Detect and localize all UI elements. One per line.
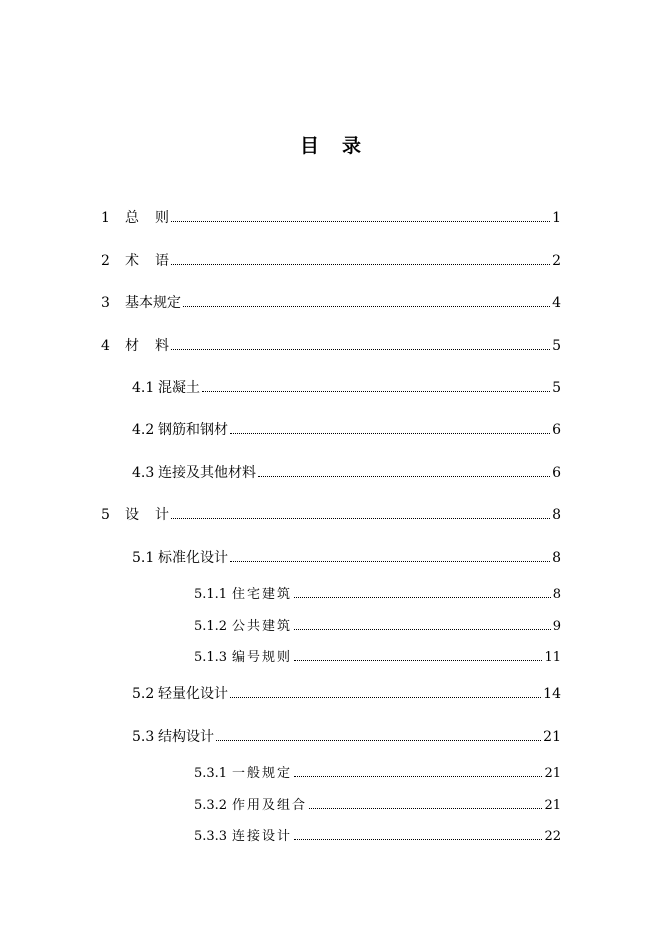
toc-entry-label: 作用及组合 [232, 798, 308, 813]
toc-entry-page: 21 [543, 729, 561, 745]
toc-entry-page: 21 [544, 766, 561, 781]
dot-leader [294, 776, 542, 777]
toc-entry-1[interactable] [101, 209, 561, 227]
toc-entry-label: 基本规定 [125, 295, 181, 311]
toc-entry-number: 5.3.2 [194, 798, 228, 813]
toc-entry-label: 术语 [125, 253, 185, 269]
toc-entry-5-1-3[interactable] [194, 649, 561, 667]
toc-entry-page: 8 [552, 507, 561, 523]
dot-leader [294, 629, 551, 630]
toc-entry-5-3-2[interactable] [194, 797, 561, 815]
toc-entry-number: 4.1 [132, 380, 155, 396]
toc-entry-number: 5.1.3 [194, 650, 228, 665]
toc-entry-label: 公共建筑 [232, 619, 293, 634]
dot-leader [294, 597, 551, 598]
dot-leader [230, 433, 550, 434]
dot-leader [171, 518, 550, 519]
toc-entry-number: 5.3.3 [194, 829, 228, 844]
dot-leader [216, 740, 541, 741]
toc-entry-page: 5 [552, 380, 561, 396]
toc-entry-number: 4.3 [132, 465, 155, 481]
toc-entry-4-1[interactable] [132, 379, 561, 397]
toc-entry-page: 6 [552, 422, 561, 438]
toc-entry-label: 轻量化设计 [158, 686, 228, 702]
toc-entry-5-3-1[interactable] [194, 765, 561, 783]
toc-entry-4[interactable] [101, 337, 561, 355]
toc-entry-page: 22 [544, 829, 561, 844]
toc-entry-page: 2 [552, 253, 561, 269]
dot-leader [230, 561, 550, 562]
toc-title-first-char: 目 [299, 135, 320, 157]
dot-leader [294, 839, 542, 840]
toc-entry-number: 4.2 [132, 422, 155, 438]
toc-entry-label: 标准化设计 [158, 550, 228, 566]
toc-entry-label: 钢筋和钢材 [158, 422, 228, 438]
toc-entry-number: 5.1 [132, 550, 155, 566]
toc-entry-page: 6 [552, 465, 561, 481]
toc-entry-label: 连接及其他材料 [158, 465, 256, 481]
dot-leader [202, 391, 550, 392]
toc-entry-5-2[interactable] [132, 685, 561, 703]
toc-entry-label: 总则 [125, 210, 185, 226]
dot-leader [171, 221, 550, 222]
toc-entry-page: 11 [544, 650, 561, 665]
toc-entry-5-3-3[interactable] [194, 828, 561, 846]
toc-entry-page: 1 [552, 210, 561, 226]
dot-leader [230, 697, 541, 698]
dot-leader [171, 264, 550, 265]
toc-entry-label: 设计 [125, 507, 185, 523]
toc-title [0, 131, 662, 158]
toc-entry-5-1-2[interactable] [194, 618, 561, 636]
toc-entry-number: 5 [101, 507, 110, 523]
toc-entry-label: 材料 [125, 338, 185, 354]
toc-entry-number: 3 [101, 295, 110, 311]
toc-entry-3[interactable] [101, 294, 561, 312]
toc-entry-page: 4 [552, 295, 561, 311]
toc-entry-4-3[interactable] [132, 464, 561, 482]
toc-entry-number: 4 [101, 338, 110, 354]
toc-title-second-char: 录 [342, 135, 363, 157]
dot-leader [309, 808, 542, 809]
toc-entry-label: 一般规定 [232, 766, 293, 781]
dot-leader [183, 306, 550, 307]
toc-entry-page: 8 [552, 587, 561, 602]
toc-entry-5-1[interactable] [132, 549, 561, 567]
toc-entry-page: 9 [552, 619, 561, 634]
dot-leader [258, 476, 550, 477]
toc-entry-number: 5.3.1 [194, 766, 228, 781]
toc-entry-5-3[interactable] [132, 728, 561, 746]
toc-entry-label: 住宅建筑 [232, 587, 293, 602]
toc-entry-page: 5 [552, 338, 561, 354]
toc-entry-5[interactable] [101, 506, 561, 524]
toc-entry-number: 5.1.2 [194, 619, 228, 634]
toc-entry-number: 2 [101, 253, 110, 269]
dot-leader [294, 660, 542, 661]
toc-entry-label: 编号规则 [232, 650, 293, 665]
toc-entry-number: 5.2 [132, 686, 155, 702]
toc-entry-number: 1 [101, 210, 110, 226]
toc-entry-label: 连接设计 [232, 829, 293, 844]
toc-entry-page: 14 [543, 686, 561, 702]
toc-entry-number: 5.3 [132, 729, 155, 745]
toc-entry-page: 21 [544, 798, 561, 813]
toc-entry-label: 混凝土 [158, 380, 200, 396]
toc-entry-2[interactable] [101, 252, 561, 270]
toc-entry-4-2[interactable] [132, 421, 561, 439]
toc-entry-5-1-1[interactable] [194, 586, 561, 604]
toc-entry-page: 8 [552, 550, 561, 566]
dot-leader [171, 349, 550, 350]
toc-entry-label: 结构设计 [158, 729, 214, 745]
toc-entry-number: 5.1.1 [194, 587, 228, 602]
